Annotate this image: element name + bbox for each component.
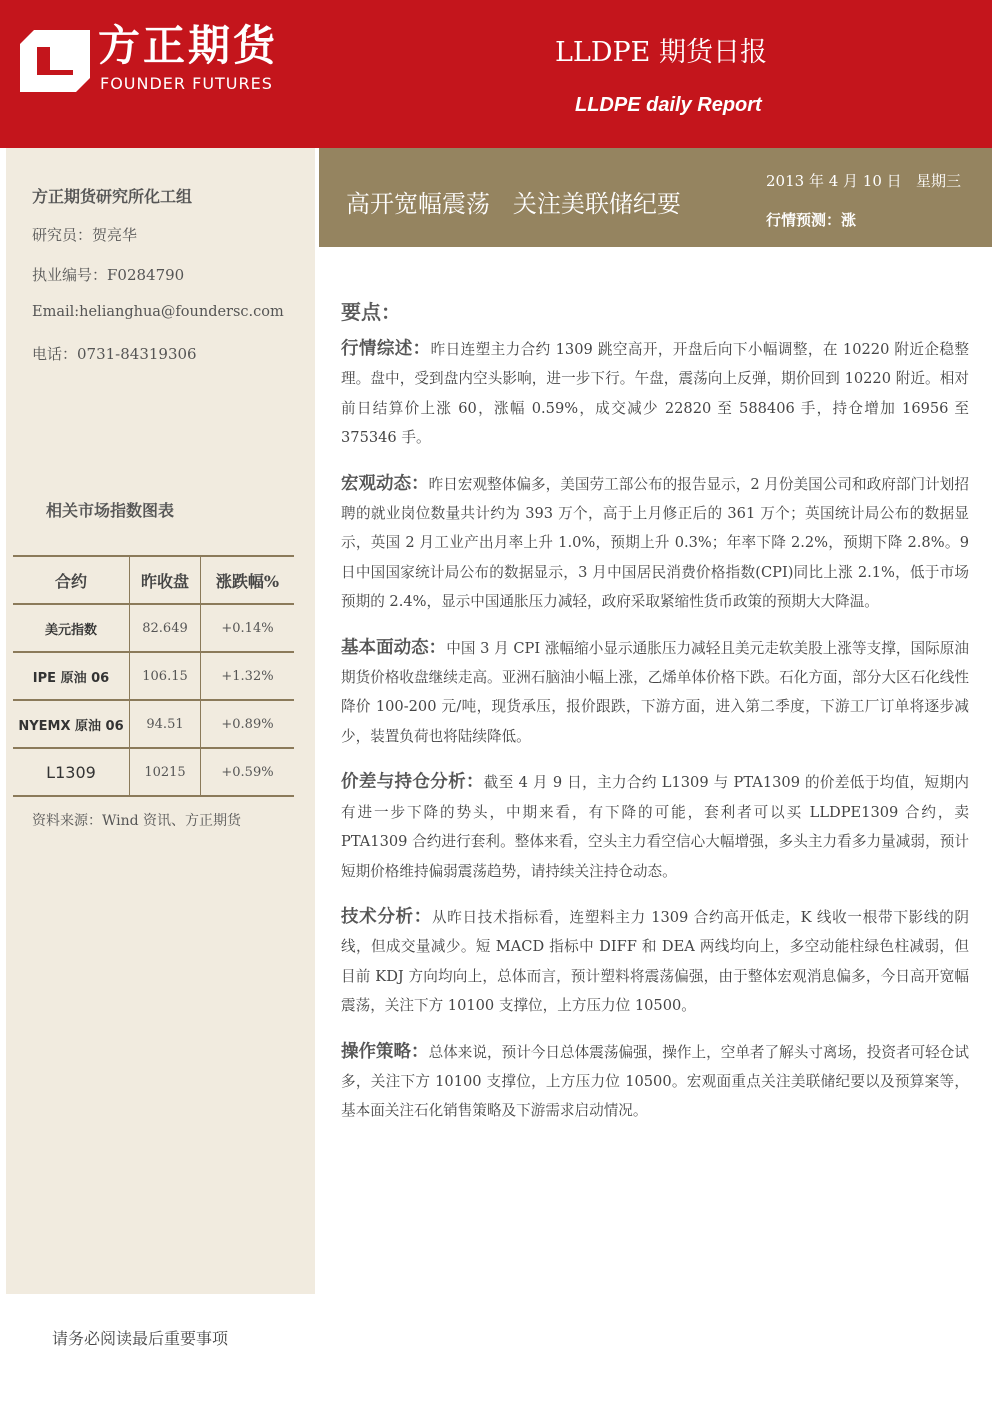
- col-header-contract: 合约: [13, 556, 130, 604]
- report-title: LLDPE 期货日报: [555, 37, 767, 68]
- table-row: [13, 700, 294, 748]
- col-header-change: 涨跌幅%: [201, 556, 295, 604]
- close-value: 94.51: [130, 700, 201, 748]
- section-label: 宏观动态：: [341, 473, 429, 494]
- research-group: 方正期货研究所化工组: [32, 187, 193, 206]
- change-value: +1.32%: [201, 652, 295, 700]
- close-value: 82.649: [130, 604, 201, 652]
- report-date: 2013 年 4 月 10 日 星期三: [766, 172, 961, 190]
- main-content: [341, 296, 969, 1143]
- section-label: 基本面动态：: [341, 637, 447, 658]
- change-value: +0.59%: [201, 748, 295, 796]
- section-label: 操作策略：: [341, 1041, 429, 1062]
- key-points-heading: 要点：: [341, 300, 401, 324]
- col-header-close: 昨收盘: [130, 556, 201, 604]
- license-number: 执业编号：F0284790: [32, 266, 185, 284]
- section-label: 技术分析：: [341, 906, 432, 927]
- email-address[interactable]: Email:helianghua@foundersc.com: [32, 304, 284, 320]
- report-headline: 高开宽幅震荡 关注美联储纪要: [346, 190, 681, 218]
- founder-logo-icon: [20, 30, 90, 92]
- report-subtitle: LLDPE daily Report: [575, 94, 762, 116]
- logo-cn-text: 方正期货: [98, 21, 279, 70]
- data-source: 资料来源：Wind 资讯、方正期货: [32, 813, 242, 829]
- contract-name: IPE 原油 06: [13, 652, 130, 700]
- section-text: 昨日连塑主力合约 1309 跳空高开，开盘后向下小幅调整，在 10220 附近企稳整理。盘中，受到盘内空头影响，进一步下行。午盘，震荡向上反弹，期价回到 10220 附近。相对前日结算价上涨 60，涨幅 0.59%，成交减少 22820 至 588406 手，持仓增加 16956 至 375346 手。: [341, 341, 970, 447]
- report-header: [0, 0, 992, 148]
- table-row: [13, 604, 294, 652]
- section-strategy: [341, 1038, 969, 1126]
- section-text: 从昨日技术指标看，连塑料主力 1309 合约高开低走，K 线收一根带下影线的阴线，但成交量减少。短 MACD 指标中 DIFF 和 DEA 两线均向上，多空动能柱绿色柱减弱，但目前 KDJ 方向均向上，总体而言，预计塑料将震荡偏强，由于整体宏观消息偏多，今日高开宽幅震荡，关注下方 10100 支撑位，上方压力位 10500。: [341, 908, 969, 1015]
- close-value: 10215: [130, 748, 201, 796]
- section-spread-position: [341, 768, 969, 886]
- contract-name: L1309: [13, 748, 130, 796]
- section-technical: [341, 903, 969, 1021]
- section-text: 截至 4 月 9 日，主力合约 L1309 与 PTA1309 的价差低于均值，短期内有进一步下降的势头，中期来看，有下降的可能，套利者可以买 LLDPE1309 合约，卖 PTA1309 合约进行套利。整体来看，空头主力看空信心大幅增强，多头主力看多力量减弱，预计短期价格维持偏弱震荡趋势，请持续关注持仓动态。: [341, 774, 969, 880]
- section-fundamentals: [341, 634, 969, 752]
- disclaimer-note: 请务必阅读最后重要事项: [52, 1329, 229, 1348]
- table-row: [13, 748, 294, 796]
- section-label: 价差与持仓分析：: [341, 772, 484, 793]
- section-macro: [341, 470, 969, 617]
- table-row: [13, 652, 294, 700]
- researcher-name: 研究员：贺亮华: [32, 226, 138, 244]
- close-value: 106.15: [130, 652, 201, 700]
- market-index-table: [13, 555, 294, 797]
- section-text: 总体来说，预计今日总体震荡偏强，操作上，空单者了解头寸离场，投资者可轻仓试多，关注下方 10100 支撑位，上方压力位 10500。宏观面重点关注美联储纪要以及预算案等，基本面关注石化销售策略及下游需求启动情况。: [341, 1043, 969, 1120]
- market-forecast: 行情预测：涨: [766, 211, 857, 229]
- section-text: 中国 3 月 CPI 涨幅缩小显示通胀压力减轻且美元走软美股上涨等支撑，国际原油期货价格收盘继续走高。亚洲石脑油小幅上涨，乙烯单体价格下跌。石化方面，部分大区石化线性降价 100-200 元/吨，现货承压，报价跟跌，下游方面，进入第二季度，下游工厂订单将逐步减少，装置负荷也将陆续降低。: [341, 639, 969, 745]
- contract-name: 美元指数: [13, 604, 130, 652]
- logo-en-text: FOUNDER FUTURES: [100, 74, 273, 93]
- phone-number: 电话：0731-84319306: [32, 345, 197, 363]
- section-label: 行情综述：: [341, 339, 431, 359]
- market-index-table-title: 相关市场指数图表: [46, 501, 175, 520]
- change-value: +0.89%: [201, 700, 295, 748]
- table-header-row: [13, 556, 294, 604]
- contract-name: NYEMX 原油 06: [13, 700, 130, 748]
- section-market-summary: [341, 335, 969, 453]
- change-value: +0.14%: [201, 604, 295, 652]
- section-text: 昨日宏观整体偏多，美国劳工部公布的报告显示，2 月份美国公司和政府部门计划招聘的就业岗位数量共计约为 393 万个，高于上月修正后的 361 万个；英国统计局公布的数据显示，英国 2 月工业产出月率上升 1.0%，预期上升 0.3%；年率下降 2.2%，预期下降 2.8%。9 日中国国家统计局公布的数据显示，3 月中国居民消费价格指数(CPI)同比上涨 2.1%，低于市场预期的 2.4%，显示中国通胀压力减轻，政府采取紧缩性货币政策的预期大大降温。: [341, 475, 970, 611]
